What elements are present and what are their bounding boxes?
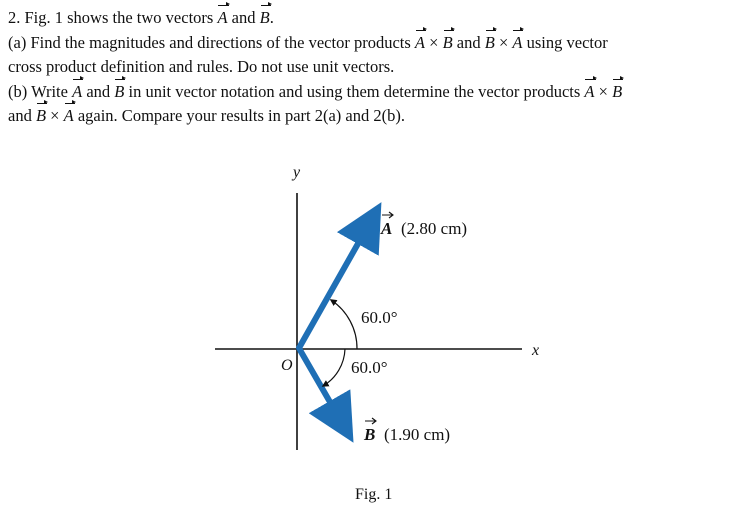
vector-b-arrow (300, 350, 349, 435)
line2-and: and (456, 32, 481, 52)
vector-a-symbol: A (584, 80, 594, 105)
vector-b-magnitude: (1.90 cm) (384, 425, 451, 444)
line1-and: and (231, 8, 256, 27)
vector-a-symbol: A (64, 104, 74, 129)
angle-a-label: 60.0° (361, 308, 398, 327)
angle-b-arc (323, 349, 345, 386)
vector-b-symbol: B (612, 80, 622, 105)
figure-caption: Fig. 1 (355, 486, 393, 503)
vector-a-label-arrow (382, 212, 393, 218)
line4-and: and (86, 81, 111, 101)
line1-end: . (269, 8, 274, 27)
vector-b-symbol: B (114, 80, 124, 105)
line4-prefix: (b) Write (8, 81, 68, 101)
vector-a-symbol: A (217, 6, 227, 31)
vector-b-label-arrow (365, 418, 376, 424)
vector-a-magnitude: (2.80 cm) (401, 219, 468, 238)
vector-b-symbol: B (36, 104, 46, 129)
line2-suffix: using vector (526, 32, 608, 52)
vector-a-symbol: A (512, 31, 522, 56)
vector-a-symbol: A (72, 80, 82, 105)
angle-a-arc (331, 300, 357, 349)
problem-line-3: cross product definition and rules. Do not use unit vectors. (8, 57, 395, 76)
line5-prefix: and (8, 106, 32, 125)
vector-a-symbol: A (415, 31, 425, 56)
vector-b-symbol: B (260, 6, 270, 31)
vector-b-symbol: B (485, 31, 495, 56)
vector-a-label-symbol: A (381, 219, 393, 238)
angle-b-label: 60.0° (351, 358, 388, 377)
line2-prefix: (a) Find the magnitudes and directions of the vector products (8, 32, 411, 52)
cross-symbol: × (429, 32, 439, 52)
vector-b-label-symbol: B (364, 425, 376, 444)
line4-suffix: in unit vector notation and using them determine the vector products (128, 81, 581, 101)
y-axis-label: y (293, 164, 301, 181)
cross-symbol: × (498, 32, 509, 52)
cross-symbol: × (50, 106, 60, 125)
origin-label: O (281, 357, 293, 374)
vector-a-arrow (299, 210, 377, 348)
line1-prefix: 2. Fig. 1 shows the two vectors (8, 8, 214, 27)
line5-suffix: again. Compare your results in part 2(a) and 2(b). (77, 106, 405, 125)
x-axis-label: x (532, 342, 540, 359)
vector-b-symbol: B (443, 31, 453, 56)
cross-symbol: × (598, 81, 608, 101)
